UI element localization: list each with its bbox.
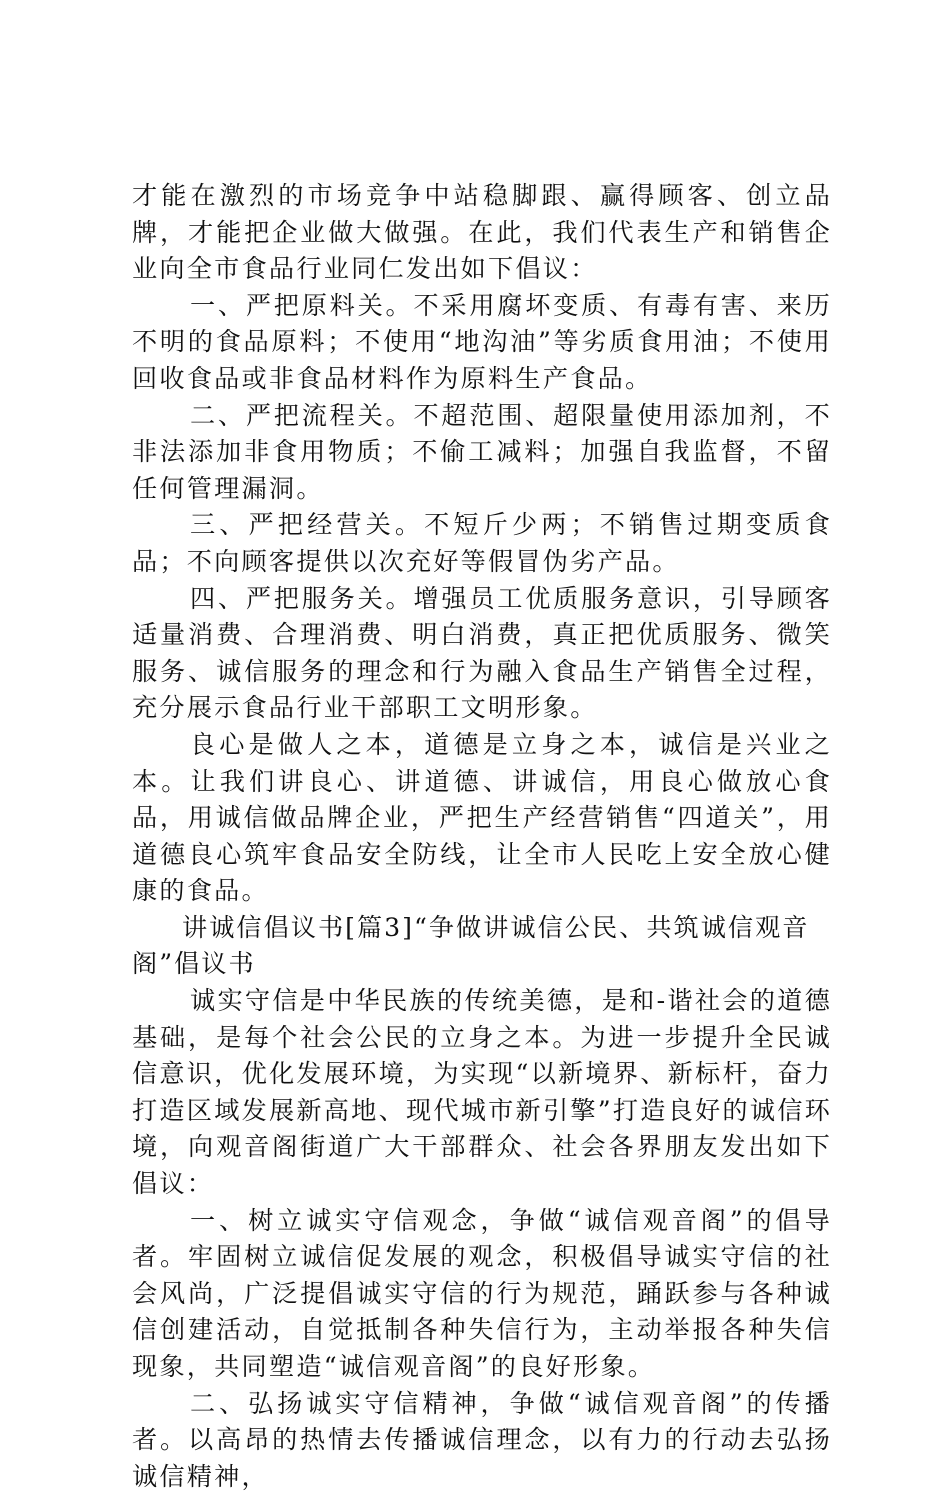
paragraph-raw-material: 一、严把原料关。不采用腐坏变质、有毒有害、来历不明的食品原料；不使用“地沟油”等劣质食用油；不使用回收食品或非食品材料作为原料生产食品。 (132, 290, 832, 393)
paragraph-service: 四、严把服务关。增强员工优质服务意识，引导顾客适量消费、合理消费、明白消费，真正把优质服务、微笑服务、诚信服务的理念和行为融入食品生产销售全过程，充分展示食品行业干部职工文明形象。 (132, 583, 832, 723)
document-body (132, 178, 832, 1495)
paragraph-process: 二、严把流程关。不超范围、超限量使用添加剂，不非法添加非食用物质；不偷工减料；加强自我监督，不留任何管理漏洞。 (132, 400, 832, 503)
paragraph-honesty-intro: 诚实守信是中华民族的传统美德，是和-谐社会的道德基础，是每个社会公民的立身之本。为进一步提升全民诚信意识，优化发展环境，为实现“以新境界、新标杆，奋力打造区域发展新高地、现代城市新引擎”打造良好的诚信环境，向观音阁街道广大干部群众、社会各界朋友发出如下倡议： (132, 986, 832, 1199)
paragraph-spread: 二、弘扬诚实守信精神，争做“诚信观音阁”的传播者。以高昂的热情去传播诚信理念，以有力的行动去弘扬诚信精神， (132, 1388, 832, 1491)
paragraph-business: 三、严把经营关。不短斤少两；不销售过期变质食品；不向顾客提供以次充好等假冒伪劣产品。 (132, 510, 832, 576)
section-title: 讲诚信倡议书[篇3]“争做讲诚信公民、共筑诚信观音阁”倡议书 (132, 912, 810, 979)
paragraph-conscience: 良心是做人之本，道德是立身之本，诚信是兴业之本。让我们讲良心、讲道德、讲诚信，用良心做放心食品，用诚信做品牌企业，严把生产经营销售“四道关”，用道德良心筑牢食品安全防线，让全市人民吃上安全放心健康的食品。 (132, 729, 832, 906)
paragraph-intro-continuation: 才能在激烈的市场竞争中站稳脚跟、赢得顾客、创立品牌，才能把企业做大做强。在此，我们代表生产和销售企业向全市食品行业同仁发出如下倡议： (132, 181, 832, 284)
paragraph-advocate: 一、树立诚实守信观念，争做“诚信观音阁”的倡导者。牢固树立诚信促发展的观念，积极倡导诚实守信的社会风尚，广泛提倡诚实守信的行为规范，踊跃参与各种诚信创建活动，自觉抵制各种失信行为，主动举报各种失信现象，共同塑造“诚信观音阁”的良好形象。 (132, 1205, 832, 1381)
